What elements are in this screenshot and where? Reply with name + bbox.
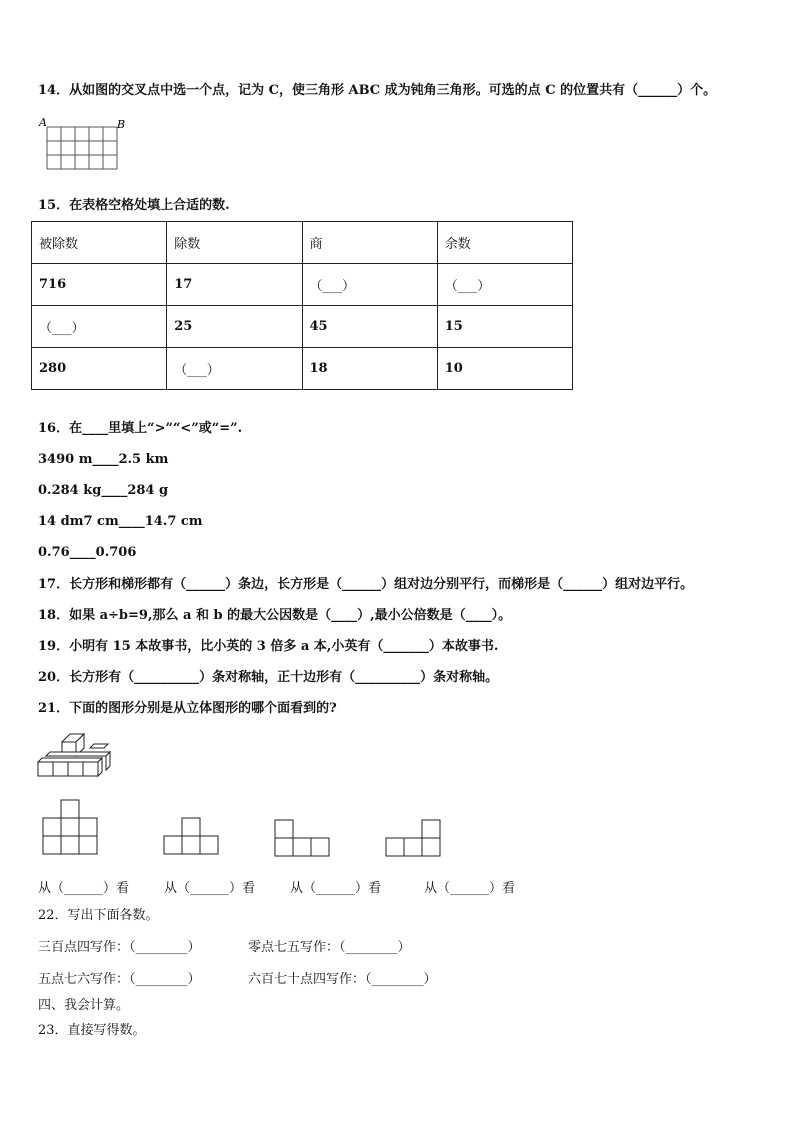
table-header: 除数 (167, 222, 302, 264)
question-21: 21．下面的图形分别是从立体图形的哪个面看到的? (38, 701, 337, 716)
question-15: 15．在表格空格处填上合适的数. (38, 198, 230, 213)
view-caption-1: 从（______）看 (38, 881, 130, 896)
question-17: 17．长方形和梯形都有（______）条边，长方形是（______）组对边分别平行，而梯形是（______）组对边平行。 (38, 577, 694, 592)
compare-item-2: 0.284 kg____284 g (38, 483, 169, 498)
table-blank-cell[interactable]: （___） (32, 306, 167, 348)
table-cell: 15 (437, 306, 572, 348)
write-item-4: 六百七十点四写作：（________） (248, 972, 437, 987)
view-caption-3: 从（______）看 (290, 881, 382, 896)
table-cell: 10 (437, 348, 572, 390)
view-figure-1 (42, 799, 98, 855)
table-cell: 716 (32, 264, 167, 306)
view-figure-4 (385, 819, 441, 857)
question-23: 23．直接写得数。 (38, 1023, 146, 1038)
q14-grid-figure (36, 116, 126, 178)
write-item-3: 五点七六写作：（________） (38, 972, 201, 987)
division-table (31, 221, 573, 390)
table-cell: 280 (32, 348, 167, 390)
table-cell: 18 (302, 348, 437, 390)
compare-item-1: 3490 m____2.5 km (38, 452, 169, 467)
table-cell: 45 (302, 306, 437, 348)
question-14: 14．从如图的交叉点中选一个点，记为 C，使三角形 ABC 成为钝角三角形。可选的点 C 的位置共有（______）个。 (38, 83, 717, 98)
compare-item-3: 14 dm7 cm____14.7 cm (38, 514, 203, 529)
table-row (32, 306, 573, 348)
view-figure-3 (274, 819, 330, 857)
table-blank-cell[interactable]: （___） (167, 348, 302, 390)
table-header: 商 (302, 222, 437, 264)
write-item-2: 零点七五写作：（________） (248, 940, 411, 955)
view-caption-4: 从（______）看 (424, 881, 516, 896)
table-blank-cell[interactable]: （___） (302, 264, 437, 306)
table-blank-cell[interactable]: （___） (437, 264, 572, 306)
question-20: 20．长方形有（__________）条对称轴，正十边形有（__________）条对称轴。 (38, 670, 499, 685)
table-row (32, 264, 573, 306)
question-16: 16．在____里填上“>”“<”或“=”. (38, 421, 243, 436)
table-header: 余数 (437, 222, 572, 264)
table-cell: 17 (167, 264, 302, 306)
point-a-label: A (39, 116, 47, 129)
point-b-label: B (117, 118, 126, 131)
question-22: 22．写出下面各数。 (38, 908, 159, 923)
table-header-row (32, 222, 573, 264)
question-19: 19．小明有 15 本故事书，比小英的 3 倍多 a 本,小英有（_______）本故事书. (38, 639, 499, 654)
table-cell: 25 (167, 306, 302, 348)
table-row (32, 348, 573, 390)
question-18: 18．如果 a÷b=9,那么 a 和 b 的最大公因数是（____）,最小公倍数是（____）。 (38, 608, 512, 623)
compare-item-4: 0.76____0.706 (38, 545, 137, 560)
section-4-title: 四、我会计算。 (38, 998, 130, 1013)
write-item-1: 三百点四写作：（________） (38, 940, 201, 955)
view-figure-2 (163, 817, 219, 855)
table-header: 被除数 (32, 222, 167, 264)
solid-figure (36, 732, 112, 778)
view-caption-2: 从（______）看 (164, 881, 256, 896)
